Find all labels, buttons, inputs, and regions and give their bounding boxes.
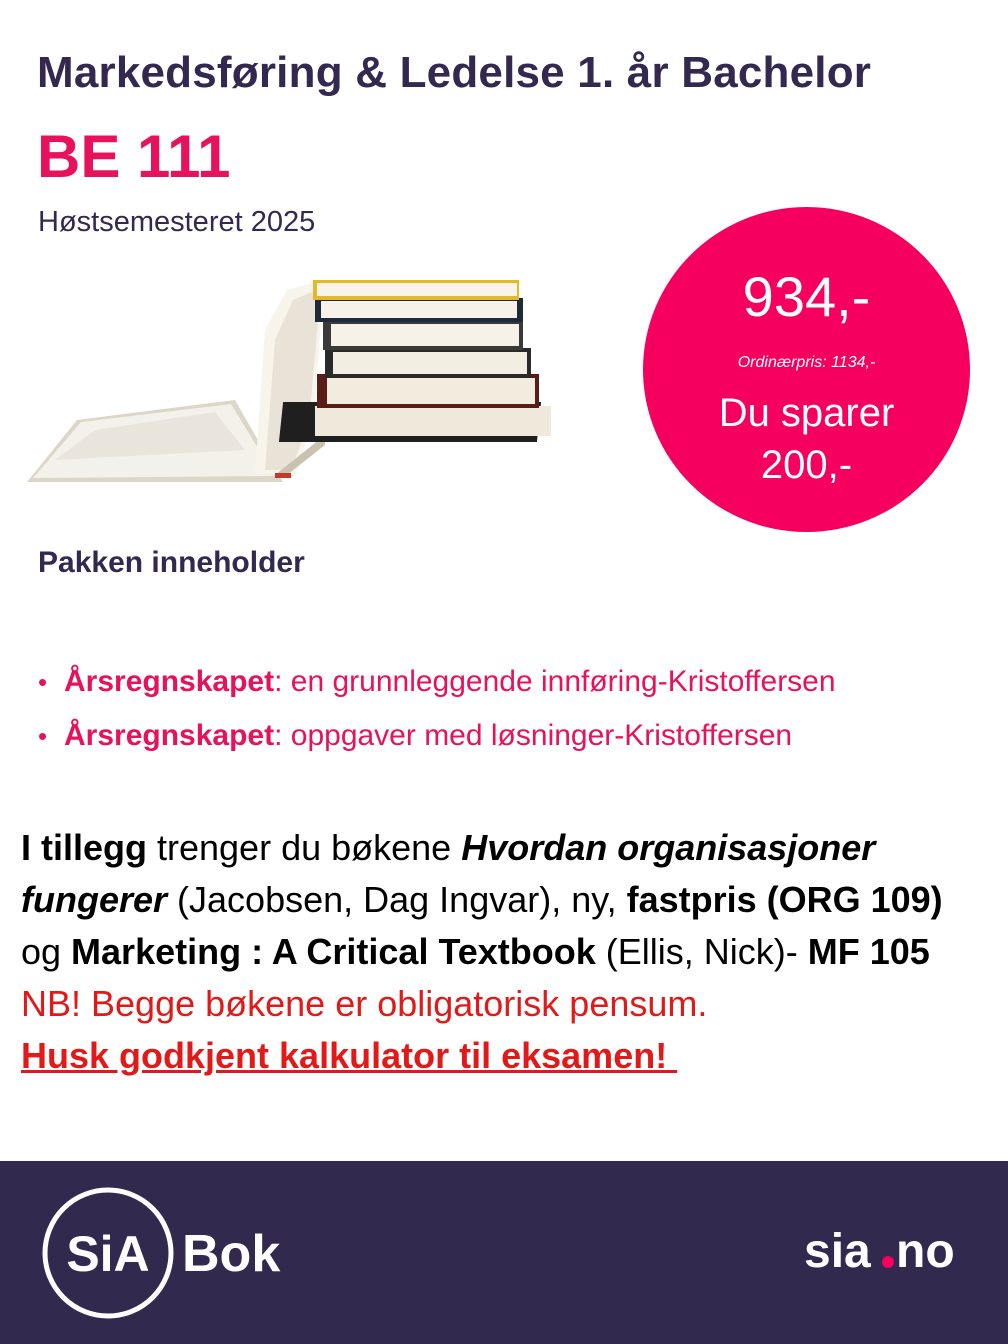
package-list [38,660,836,768]
fixed-price-label: fastpris (ORG 109) [626,879,943,920]
book-title-1: Hvordan organisasjoner fungerer [21,827,876,920]
dot-icon [882,1256,894,1268]
calculator-reminder: Husk godkjent kalkulator til eksamen! [21,1035,678,1076]
bullet-icon: • [38,721,48,751]
additional-text: trenger du bøkene [147,827,462,868]
semester-label: Høstsemesteret 2025 [38,206,316,238]
mandatory-note: NB! Begge bøkene er obligatorisk pensum. [21,983,708,1024]
current-price: 934,- [742,265,871,328]
list-item [38,660,836,714]
additional-text: og [21,931,72,972]
item-title: Årsregnskapet [64,719,275,752]
site-logo [804,1219,979,1279]
item-description: : oppgaver med løsninger-Kristoffersen [274,719,793,752]
ordinary-price: Ordinærpris: 1134,- [737,354,876,371]
savings [643,387,970,491]
additional-lead: I tillegg [21,827,147,868]
open-book-icon [27,280,325,482]
book-stack-icon [279,280,551,442]
sia-bok-logo [40,1183,300,1323]
course-code: BE 111 [37,123,231,190]
course-ref: MF 105 [807,931,930,972]
item-title: Årsregnskapet [64,665,275,698]
site-name: sia [804,1225,871,1278]
savings-amount: 200,- [760,443,853,487]
footer [0,1161,1008,1344]
book-title-2: Marketing : A Critical Textbook [71,931,596,972]
books-image [25,270,565,490]
bullet-icon: • [38,667,48,697]
additional-text: (Ellis, Nick)- [595,931,808,972]
list-item [38,714,836,768]
site-tld: no [896,1225,955,1278]
logo-sia-text: SiA [66,1226,150,1282]
additional-info [21,822,991,1082]
item-description: : en grunnleggende innføring-Kristoffersen [274,665,836,698]
logo-bok-text: Bok [182,1225,281,1283]
package-heading: Pakken inneholder [38,546,305,579]
additional-text: (Jacobsen, Dag Ingvar), ny, [167,879,627,920]
page-title: Markedsføring & Ledelse 1. år Bachelor [37,48,872,97]
price-badge [643,207,970,532]
savings-label: Du sparer [718,391,895,435]
